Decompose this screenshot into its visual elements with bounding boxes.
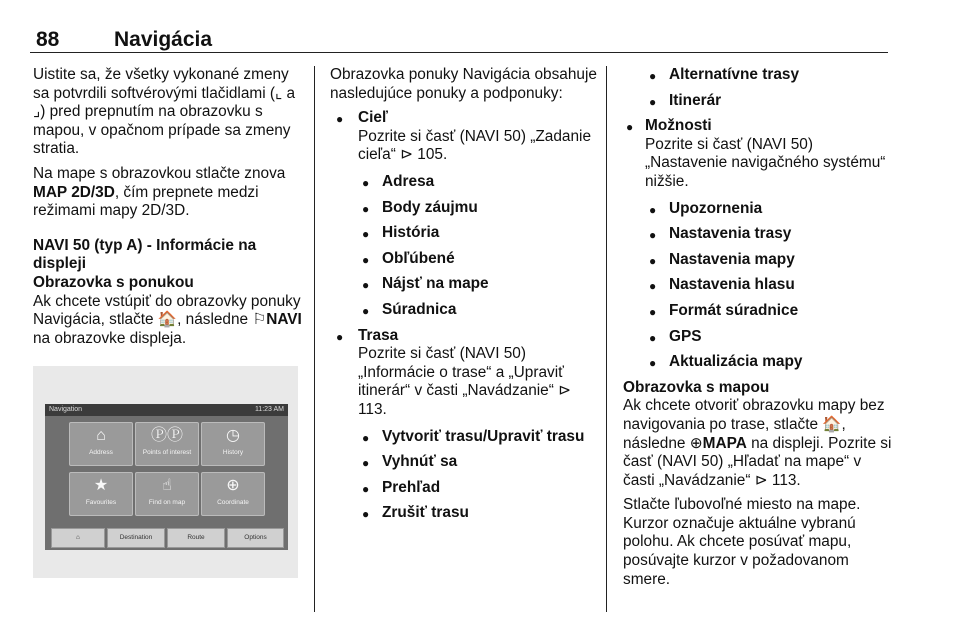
tile-history: ◷ History bbox=[201, 422, 265, 466]
home-tab bbox=[51, 528, 105, 548]
home-icon: ⌂ bbox=[76, 534, 80, 541]
list-item: ● Vyhnúť sa bbox=[358, 453, 598, 472]
list-item: ● Aktualizácia mapy bbox=[645, 353, 893, 372]
map-2d3d-button-label: MAP 2D/3D bbox=[33, 183, 115, 201]
star-icon: ★ bbox=[93, 477, 109, 494]
navigation-screen-illustration bbox=[33, 366, 298, 578]
list-item: ● Alternatívne trasy bbox=[645, 66, 893, 85]
tab-route: Route bbox=[167, 528, 225, 548]
page-title: Navigácia bbox=[114, 28, 213, 51]
submenu-list bbox=[358, 428, 598, 523]
column-1 bbox=[33, 66, 303, 354]
list-item: ● GPS bbox=[645, 328, 893, 347]
list-item: ● Obľúbené bbox=[358, 250, 598, 269]
home-icon: 🏠 bbox=[157, 311, 178, 329]
list-item: ● Body záujmu bbox=[358, 199, 598, 218]
submenu-list bbox=[623, 66, 893, 110]
display-screen bbox=[45, 404, 288, 550]
list-item: ● Prehľad bbox=[358, 479, 598, 498]
globe-icon: ⊕ bbox=[226, 477, 240, 494]
column-2 bbox=[330, 66, 598, 530]
tile-poi: ⓅⓅ Points of interest bbox=[135, 422, 199, 466]
list-item-trasa: ● Trasa Pozrite si časť (NAVI 50) „Informácie o trase“ a „Upraviť itinerár“ v časti „Navádzanie“ ⊳ 113. ● Vytvoriť trasu/Upraviť trasu ● Vyhnúť sa ● Prehľad ● Zrušiť trasu bbox=[330, 327, 598, 523]
screen-title: Navigation bbox=[49, 406, 83, 413]
globe-icon: ⊕ bbox=[689, 434, 703, 452]
menu-list bbox=[623, 117, 893, 372]
paragraph: Ak chcete otvoriť obrazovku mapy bez navigovania po trase, stlačte 🏠, následne ⊕MAPA na displeji. Pozrite si časť (NAVI 50) „Hľadať na mape“ v časti „Navádzanie“ ⊳ 113. bbox=[623, 397, 892, 489]
history-icon: ◷ bbox=[226, 427, 240, 444]
sub-title: Obrazovka s mapou bbox=[623, 378, 770, 396]
tile-coordinate: ⊕ Coordinate bbox=[201, 472, 265, 516]
paragraph: Ak chcete vstúpiť do obrazovky ponuky Navigácia, stlačte 🏠, následne ⚐NAVI na obrazovke displeja. bbox=[33, 292, 302, 347]
paragraph: Obrazovka ponuky Navigácia obsahuje nasledujúce ponuky a podponuky: bbox=[330, 66, 597, 102]
home-icon: ⌂ bbox=[96, 427, 106, 444]
page-header bbox=[30, 26, 888, 53]
poi-icon: ⓅⓅ bbox=[150, 427, 183, 444]
list-item: ● Nájsť na mape bbox=[358, 275, 598, 294]
column-3 bbox=[623, 66, 893, 595]
paragraph: Stlačte ľubovoľné miesto na mape. Kurzor označuje aktuálne vybranú polohu. Ak chcete posúvať mapu, posúvajte kurzor v požadovanom smere. bbox=[623, 496, 861, 588]
list-item: ● Formát súradnice bbox=[645, 302, 893, 321]
submenu-list bbox=[358, 173, 598, 320]
list-item: ● Nastavenia mapy bbox=[645, 251, 893, 270]
list-item: ● Nastavenia trasy bbox=[645, 225, 893, 244]
tile-find-on-map: ☝ Find on map bbox=[135, 472, 199, 516]
flag-icon: ⚐ bbox=[252, 311, 267, 329]
navi-label: NAVI bbox=[266, 311, 302, 329]
tab-destination: Destination bbox=[107, 528, 165, 548]
tile-favourites: ★ Favourites bbox=[69, 472, 133, 516]
column-divider bbox=[606, 66, 607, 612]
list-item-moznosti: ● Možnosti Pozrite si časť (NAVI 50) „Nastavenie navigačného systému“ nižšie. ● Upozornenia ● Nastavenia trasy ● Nastavenia mapy ● Nastavenia hlasu ● Formát súradnice ● GPS ● Aktualizácia mapy bbox=[623, 117, 893, 372]
list-item: ● História bbox=[358, 224, 598, 243]
screen-time: 11:23 AM bbox=[254, 406, 284, 413]
list-item: ● Vytvoriť trasu/Upraviť trasu bbox=[358, 428, 598, 447]
home-icon: 🏠 bbox=[822, 415, 842, 433]
mapa-label: MAPA bbox=[702, 434, 747, 452]
list-item: ● Nastavenia hlasu bbox=[645, 276, 893, 295]
list-item: ● Upozornenia bbox=[645, 200, 893, 219]
list-item-ciel: ● Cieľ Pozrite si časť (NAVI 50) „Zadanie cieľa“ ⊳ 105. ● Adresa ● Body záujmu ● História ● Obľúbené ● Nájsť na mape ● Súradnica bbox=[330, 109, 598, 319]
list-item: ● Itinerár bbox=[645, 92, 893, 111]
page-number: 88 bbox=[36, 28, 60, 51]
paragraph: Uistite sa, že všetky vykonané zmeny sa potvrdili softvérovými tlačidlami (⌞ a ⌟) pred prepnutím na obrazovku s mapou, v opačnom prípade sa zmeny stratia. bbox=[33, 66, 296, 158]
tab-options: Options bbox=[227, 528, 284, 548]
menu-list bbox=[330, 109, 598, 523]
section-title: NAVI 50 (typ A) - Informácie na displeji bbox=[33, 236, 257, 273]
tile-address: ⌂ Address bbox=[69, 422, 133, 466]
list-item: ● Adresa bbox=[358, 173, 598, 192]
submenu-list bbox=[645, 200, 893, 372]
list-item: ● Zrušiť trasu bbox=[358, 504, 598, 523]
sub-title: Obrazovka s ponukou bbox=[33, 273, 194, 291]
hand-icon: ☝ bbox=[162, 477, 172, 494]
paragraph: Na mape s obrazovkou stlačte znova MAP 2D/3D, čím prepnete medzi režimami mapy 2D/3D. bbox=[33, 164, 286, 220]
list-item: ● Súradnica bbox=[358, 301, 598, 320]
column-divider bbox=[314, 66, 315, 612]
screen-status-bar bbox=[45, 404, 288, 416]
